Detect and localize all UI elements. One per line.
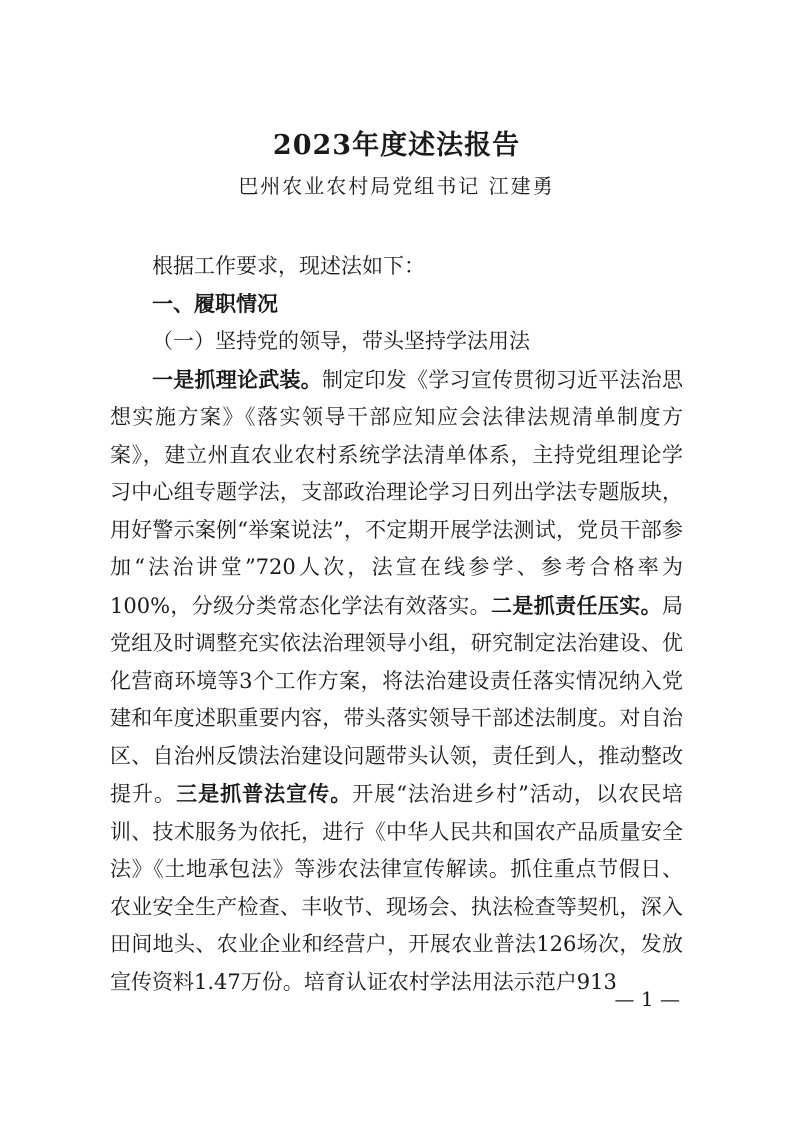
subsection-heading-1-1: （一）坚持党的领导，带头坚持学法用法: [152, 329, 530, 353]
text-publicity: 开展“法治进乡村”活动，以农民培训、技术服务为依托，进行《中华人民共和国农产品质量安全法》《土地承包法》等涉农法律宣传解读。抓住重点节假日、农业安全生产检查、丰收节、现场会、执法检查等契机，深入田间地头、农业企业和经营户，开展农业普法126场次，发放宣传资料1.47万份。培育认证农村学法用法示范户913: [110, 782, 684, 994]
document-body: [110, 248, 683, 1001]
intro-paragraph: 根据工作要求，现述法如下：: [152, 254, 425, 278]
document-author: 巴州农业农村局党组书记 江建勇: [238, 174, 555, 198]
text-responsibility: 局党组及时调整充实依法治理领导小组，研究制定法治建设、优化营商环境等3个工作方案，将法治建设责任落实情况纳入党建和年度述职重要内容，带头落实领导干部述法制度。对自治区、自治州反馈法治建设问题带头认领，责任到人，推动整改提升。: [110, 593, 683, 806]
section-heading-1: 一、履职情况: [152, 291, 278, 316]
lead-publicity: 三是抓普法宣传。: [176, 781, 353, 806]
lead-theory: 一是抓理论武装。: [152, 366, 322, 392]
lead-responsibility: 二是抓责任压实。: [491, 592, 662, 618]
text-theory: 制定印发《学习宣传贯彻习近平法治思想实施方案》《落实领导干部应知应会法律法规清单制度方案》，建立州直农业农村系统学法清单体系，主持党组理论学习中心组专题学法，支部政治理论学习日列出学法专题版块，用好警示案例“举案说法”，不定期开展学法测试，党员干部参加“法治讲堂”720人次，法宣在线参学、参考合格率为100%，分级分类常态化学法有效落实。: [110, 367, 683, 618]
document-title: 2023年度述法报告: [272, 130, 521, 161]
main-paragraph: [110, 361, 683, 1002]
page-number: — 1 —: [614, 987, 680, 1011]
